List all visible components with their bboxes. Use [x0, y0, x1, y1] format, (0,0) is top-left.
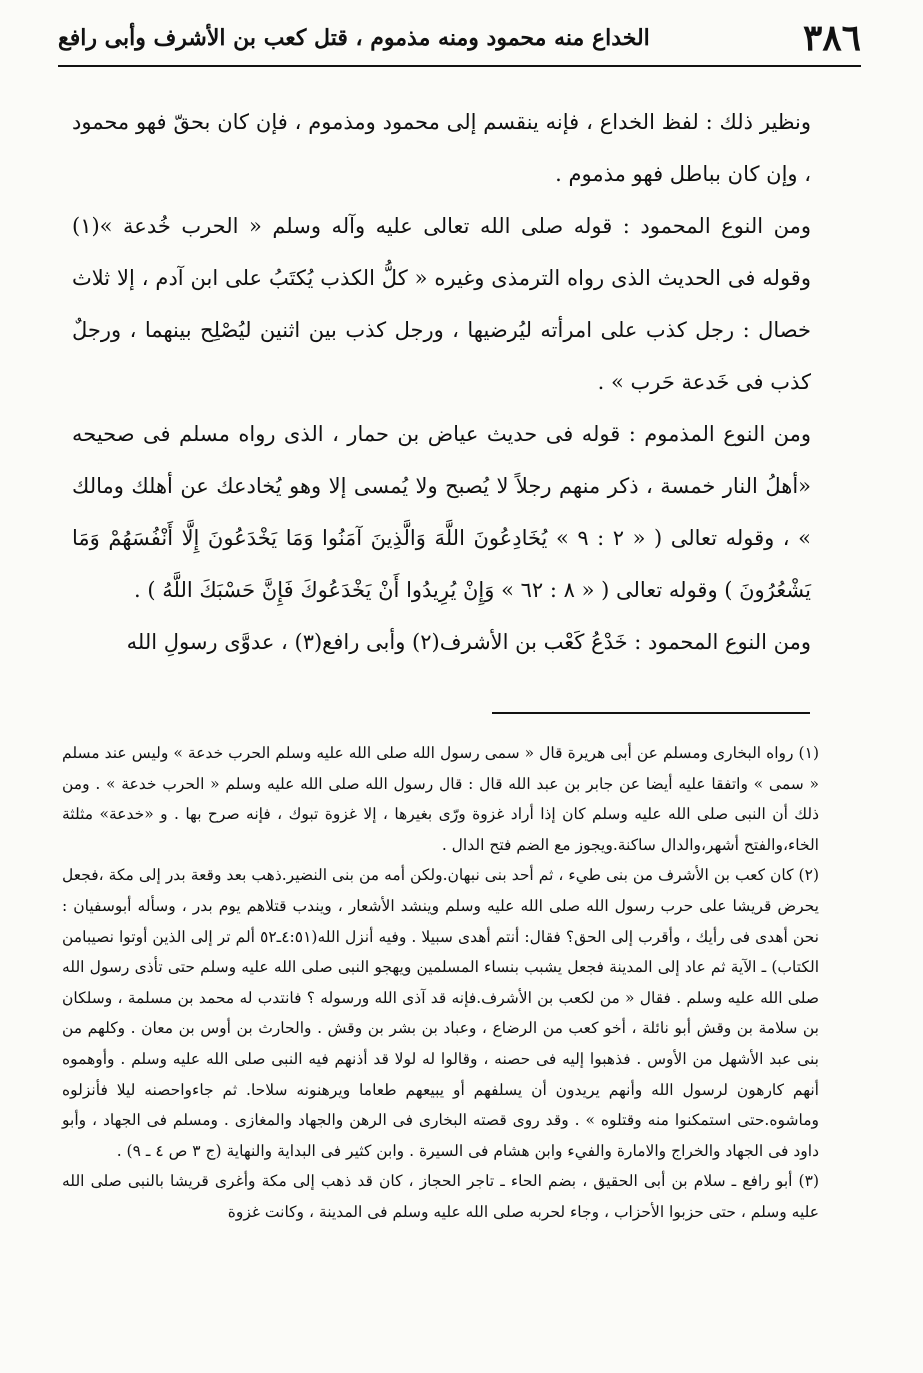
footnotes — [62, 738, 819, 1228]
main-text — [72, 96, 811, 668]
page-header — [58, 14, 861, 58]
paragraph: ومن النوع المذموم : قوله فى حديث عياض بن حمار ، الذى رواه مسلم فى صحيحه «أهلُ النار خمسة ، ذكر منهم رجلاً لا يُصبح ولا يُمسى إلا وهو يُخادعك عن أهلك ومالك » ، وقوله تعالى ( « ٢ : ٩ » يُخَادِعُونَ اللَّهَ وَالَّذِينَ آمَنُوا وَمَا يَخْدَعُونَ إِلَّا أَنْفُسَهُمْ وَمَا يَشْعُرُونَ ) وقوله تعالى ( « ٨ : ٦٢ » وَإِنْ يُرِيدُوا أَنْ يَخْدَعُوكَ فَإِنَّ حَسْبَكَ اللَّهُ ) . — [72, 422, 811, 602]
header-rule — [58, 65, 861, 67]
footnote: (٢) كان كعب بن الأشرف من بنى طيء ، ثم أحد بنى نبهان.ولكن أمه من بنى النضير.ذهب بعد وقعة بدر إلى مكة ،فجعل يحرض قريشا على حرب رسول الله صلى الله عليه وسلم وينشد الأشعار ، ويندب قتلاهم يوم بدر ، وسأله أبوسفيان : نحن أهدى فى رأيك ، وأقرب إلى الحق؟ فقال: أنتم أهدى سبيلا . وفيه أنزل الله(٤:٥١ـ٥٢ ألم تر إلى الذين أوتوا نصيبامن الكتاب) ـ الآية ثم عاد إلى المدينة فجعل يشبب بنساء المسلمين ويهجو النبى صلى الله عليه وسلم حتى تأذى رسول الله صلى الله عليه وسلم . فقال « من لكعب بن الأشرف.فإنه قد آذى الله ورسوله ؟ فانتدب له محمد بن مسلمة ، وسلكان بن سلامة بن وقش أبو نائلة ، أخو كعب من الرضاع ، وعباد بن بشر بن وقش . والحارث بن أوس بن معان . وكلهم من بنى عبد الأشهل من الأوس . فذهبوا إليه فى حصنه ، وقالوا له لولا قد أذنهم فيه النبى صلى الله عليه وسلم . وأوهموه أنهم كارهون لرسول الله وأنهم يريدون أن يسلفهم أو يبيعهم طعاما ويرهنونه سلاحا. ثم جاءواحصنه ليلا فأنزلوه وماشوه.حتى استمكنوا منه وقتلوه » . وقد روى قصته البخارى فى الرهن والجهاد والمغازى . ومسلم فى الجهاد ، وأبو داود فى الجهاد والخراج والامارة والفيء وابن هشام فى السيرة . وابن كثير فى البداية والنهاية (ج ٣ ص ٤ ـ ٩) . — [62, 866, 819, 1160]
paragraph: ومن النوع المحمود : خَدْعُ كَعْب بن الأشرف(٢) وأبى رافع(٣) ، عدوَّى رسولِ الله — [126, 630, 811, 654]
footnote: (٣) أبو رافع ـ سلام بن أبى الحقيق ، بضم الحاء ـ تاجر الحجاز ، كان قد ذهب إلى مكة وأغرى قريشا بالنبى صلى الله عليه وسلم ، حتى حزبوا الأحزاب ، وجاء لحربه صلى الله عليه وسلم فى المدينة ، وكانت غزوة — [62, 1172, 819, 1221]
page-number: ٣٨٦ — [802, 17, 861, 59]
footnote: (١) رواه البخارى ومسلم عن أبى هريرة قال « سمى رسول الله صلى الله عليه وسلم الحرب خدعة » وليس عند مسلم « سمى » واتفقا عليه أيضا عن جابر بن عبد الله قال : قال رسول الله صلى الله عليه وسلم « الحرب خدعة » . ومن ذلك أن النبى صلى الله عليه وسلم كان إذا أراد غزوة ورّى بغيرها ، إلا غزوة تبوك ، فإنه صرح بها . و «خدعة» مثلثة الخاء،والفتح أشهر،والدال ساكنة.ويجوز مع الضم فتح الدال . — [62, 744, 819, 854]
paragraph: ومن النوع المحمود : قوله صلى الله تعالى عليه وآله وسلم « الحرب خُدعة »(١) وقوله فى الحديث الذى رواه الترمذى وغيره « كلُّ الكذب يُكتَبُ على ابن آدم ، إلا ثلاث خصال : رجل كذب على امرأته ليُرضيها ، ورجل كذب بين اثنين ليُصْلِح بينهما ، ورجلٌ كذب فى خَدعة حَرب » . — [72, 214, 811, 394]
paragraph: ونظير ذلك : لفظ الخداع ، فإنه ينقسم إلى محمود ومذموم ، فإن كان بحقّ فهو محمود ، وإن كان بباطل فهو مذموم . — [72, 110, 811, 186]
running-head: الخداع منه محمود ومنه مذموم ، قتل كعب بن الأشرف وأبى رافع — [58, 25, 650, 51]
footnote-separator — [492, 712, 810, 714]
